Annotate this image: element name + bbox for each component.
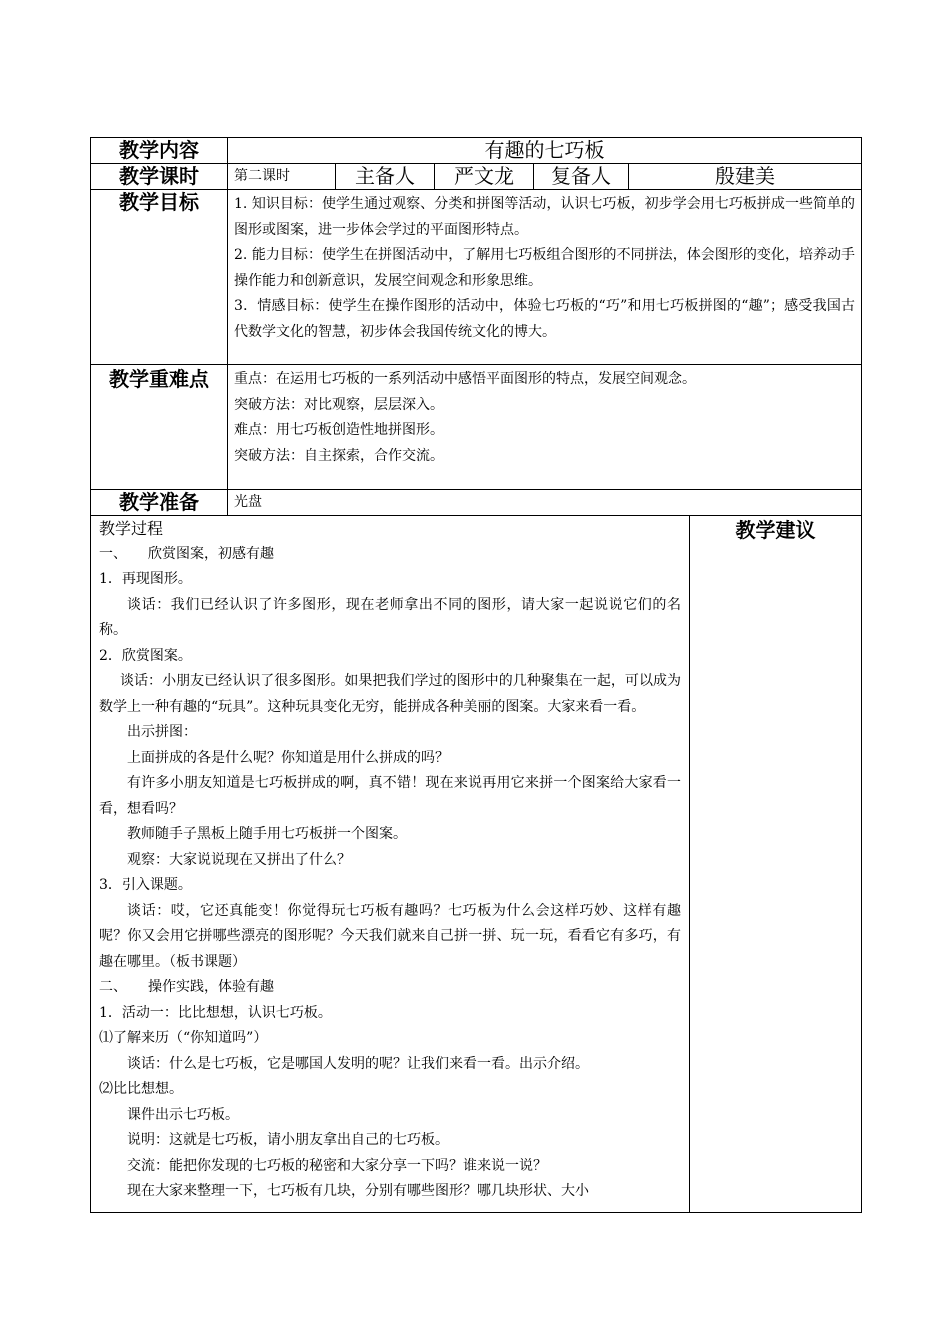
preparation-value: 光盘 bbox=[228, 490, 862, 516]
period-value: 第二课时 bbox=[228, 164, 336, 190]
difficulty-item: 突破方法：自主探索，合作交流。 bbox=[234, 447, 444, 464]
process-paragraph: 谈话：我们已经认识了许多图形，现在老师拿出不同的图形，请大家一起说说它们的名称。 bbox=[99, 596, 681, 638]
period-label: 教学课时 bbox=[91, 164, 228, 190]
goals-label: 教学目标 bbox=[91, 190, 228, 365]
process-paragraph: 交流：能把你发现的七巧板的秘密和大家分享一下吗？谁来说一说？ bbox=[127, 1157, 547, 1174]
process-title: 教学过程 bbox=[99, 519, 164, 538]
process-paragraph: 有许多小朋友知道是七巧板拼成的啊，真不错！现在来说再用它来拼一个图案给大家看一看，想看吗？ bbox=[99, 775, 681, 817]
goals-content bbox=[228, 190, 862, 365]
co-preparer-value: 殷建美 bbox=[629, 164, 862, 190]
sub-step-heading: ⑵比比想想。 bbox=[99, 1081, 183, 1097]
process-paragraph: 现在大家来整理一下，七巧板有几块，分别有哪些图形？哪几块形状、大小 bbox=[127, 1183, 589, 1199]
section-heading: 二、 操作实践，体验有趣 bbox=[99, 979, 274, 995]
process-paragraph: 谈话：哎，它还真能变！你觉得玩七巧板有趣吗？七巧板为什么会这样巧妙、这样有趣呢？你又会用它拼哪些漂亮的图形呢？今天我们就来自己拼一拼、玩一玩，看看它有多巧，有趣在哪里。（板书课题） bbox=[99, 902, 681, 970]
content-label: 教学内容 bbox=[91, 138, 228, 164]
process-paragraph: 谈话：小朋友已经认识了很多图形。如果把我们学过的图形中的几种聚集在一起，可以成为数学上一种有趣的“玩具”。这种玩具变化无穷，能拼成各种美丽的图案。大家来看一看。 bbox=[99, 673, 681, 715]
process-paragraph: 课件出示七巧板。 bbox=[127, 1106, 239, 1123]
process-paragraph: 出示拼图： bbox=[127, 724, 197, 740]
process-content bbox=[91, 516, 690, 1213]
process-paragraph: 观察：大家说说现在又拼出了什么？ bbox=[127, 851, 351, 868]
goal-item: 1. 知识目标：使学生通过观察、分类和拼图等活动，认识七巧板，初步学会用七巧板拼成一些简单的图形或图案，进一步体会学过的平面图形特点。 bbox=[234, 196, 856, 238]
process-paragraph: 谈话：什么是七巧板，它是哪国人发明的呢？让我们来看一看。出示介绍。 bbox=[127, 1055, 589, 1072]
sub-step-heading: ⑴了解来历（“你知道吗”） bbox=[99, 1030, 268, 1046]
step-heading: 3．引入课题。 bbox=[99, 877, 192, 893]
goal-item: 3．情感目标：使学生在操作图形的活动中，体验七巧板的“巧”和用七巧板拼图的“趣”；感受我国古代数学文化的智慧，初步体会我国传统文化的博大。 bbox=[234, 298, 856, 340]
section-heading: 一、 欣赏图案，初感有趣 bbox=[99, 545, 274, 562]
process-paragraph: 说明：这就是七巧板，请小朋友拿出自己的七巧板。 bbox=[127, 1132, 449, 1148]
difficulty-label: 教学重难点 bbox=[91, 365, 228, 490]
difficulty-content bbox=[228, 365, 862, 490]
difficulty-item: 突破方法：对比观察，层层深入。 bbox=[234, 396, 444, 413]
main-preparer-label: 主备人 bbox=[336, 164, 435, 190]
difficulty-item: 难点：用七巧板创造性地拼图形。 bbox=[234, 422, 444, 438]
step-heading: 1．活动一：比比想想，认识七巧板。 bbox=[99, 1004, 332, 1021]
co-preparer-label: 复备人 bbox=[534, 164, 629, 190]
main-preparer-value: 严文龙 bbox=[435, 164, 534, 190]
goal-item: 2. 能力目标：使学生在拼图活动中，了解用七巧板组合图形的不同拼法，体会图形的变化，培养动手操作能力和创新意识，发展空间观念和形象思维。 bbox=[234, 247, 856, 289]
lesson-title: 有趣的七巧板 bbox=[228, 138, 862, 164]
advice-label: 教学建议 bbox=[690, 516, 862, 1213]
step-heading: 1．再现图形。 bbox=[99, 571, 192, 587]
process-paragraph: 上面拼成的各是什么呢？你知道是用什么拼成的吗？ bbox=[127, 749, 449, 766]
process-table bbox=[90, 515, 862, 1213]
lesson-info-table bbox=[90, 137, 862, 516]
preparation-label: 教学准备 bbox=[91, 490, 228, 516]
step-heading: 2．欣赏图案。 bbox=[99, 647, 192, 664]
process-paragraph: 教师随手子黑板上随手用七巧板拼一个图案。 bbox=[127, 826, 407, 842]
difficulty-item: 重点：在运用七巧板的一系列活动中感悟平面图形的特点，发展空间观念。 bbox=[234, 371, 696, 387]
